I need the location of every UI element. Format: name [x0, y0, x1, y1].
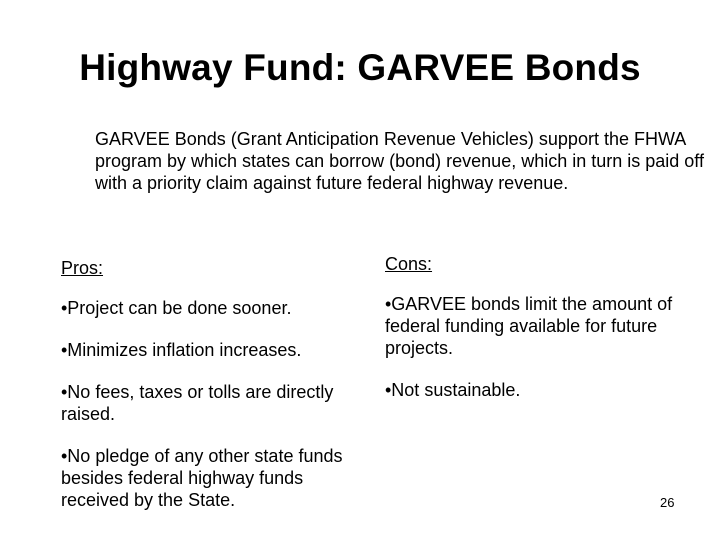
pros-item: •No pledge of any other state funds besides federal highway funds received by the State.	[61, 446, 343, 510]
cons-item: •GARVEE bonds limit the amount of federal funding available for future projects.	[385, 294, 673, 358]
pros-column	[61, 257, 361, 531]
pros-item: •No fees, taxes or tolls are directly raised.	[61, 382, 334, 424]
pros-item: •Project can be done sooner.	[61, 298, 292, 318]
intro-paragraph: GARVEE Bonds (Grant Anticipation Revenue Vehicles) support the FHWA program by which states can borrow (bond) revenue, which in turn is paid off with a priority claim against future federal highway revenue.	[95, 129, 704, 193]
pros-item: •Minimizes inflation increases.	[61, 340, 302, 360]
cons-item: •Not sustainable.	[385, 380, 521, 400]
slide-title: Highway Fund: GARVEE Bonds	[79, 47, 641, 88]
cons-heading: Cons:	[385, 254, 433, 274]
pros-heading: Pros:	[61, 258, 104, 278]
page-number: 26	[660, 495, 675, 510]
cons-column	[385, 253, 705, 421]
